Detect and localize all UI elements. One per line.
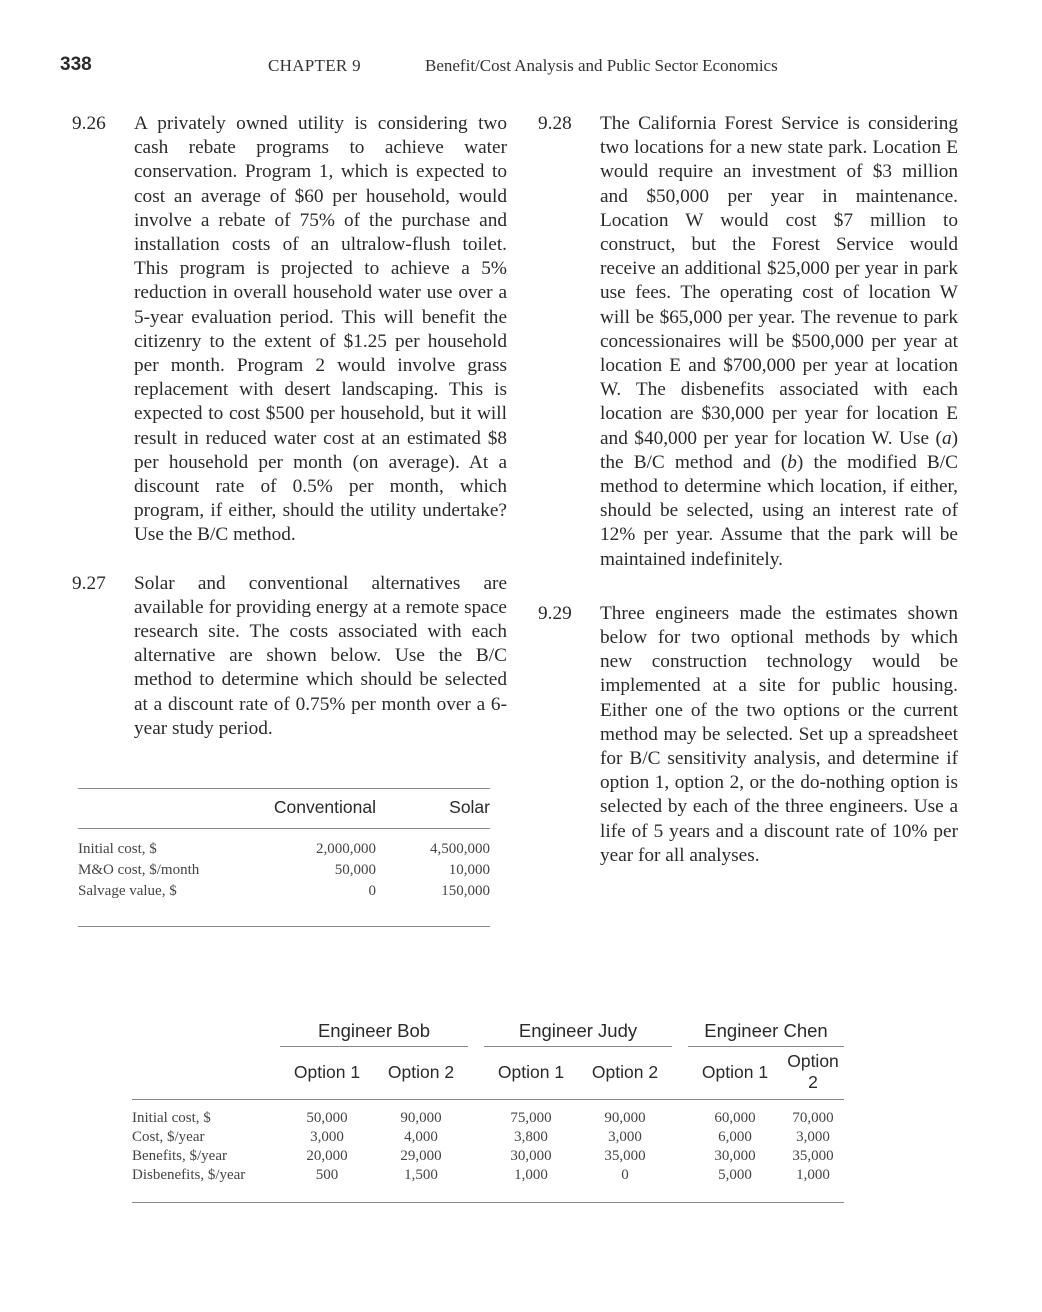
engineer-header-row <box>132 1016 844 1047</box>
text-segment: ) the modified B/C method to determine which location, if either, should be selected, using an interest rate of 12% per year. Assume that the park will be maintained indefinitely. <box>600 451 958 570</box>
table-cell: 3,000 <box>310 1129 344 1145</box>
table-cell: 10,000 <box>448 862 490 878</box>
problem-text: Three engineers made the estimates shown below for two optional methods by which new construction technology would be implemented at a site for public housing. Either one of the two options or the current method may be selected. Set up a spreadsheet for B/C sensitivity analysis, and determine if option 1, option 2, or the do-nothing option is selected by each of the three engineers. Use a life of 5 years and a discount rate of 10% per year for all analyses. <box>600 602 958 866</box>
table-cell: 60,000 <box>714 1110 756 1126</box>
option-header: Option 2 <box>387 1061 455 1082</box>
table-cell: 90,000 <box>400 1110 442 1126</box>
table-cell: 500 <box>280 1166 374 1203</box>
option-header: Option 2 <box>591 1061 659 1082</box>
problem-text: A privately owned utility is considering two cash rebate programs to achieve water conservation. Program 1, which is expected to cost an average of $60 per household, would involve a rebate of 75% of the purchase and installation costs of an ultralow-flush toilet. This program is projected to achieve a 5% reduction in overall household water use over a 5-year evaluation period. This will benefit the citizenry to the extent of $1.25 per household per month. Program 2 would involve grass replacement with desert landscaping. This is expected to cost $500 per household, but it will result in reduced water cost at an estimated $8 per household per month (on average). At a discount rate of 0.5% per month, which program, if either, should the utility undertake? Use the B/C method. <box>134 113 507 546</box>
table-cell: 1,500 <box>374 1166 468 1203</box>
problem-9-29 <box>538 602 958 868</box>
table-cell: 20,000 <box>306 1148 348 1164</box>
problem-9-26 <box>72 112 507 548</box>
chapter-label: CHAPTER 9 <box>268 56 361 75</box>
right-column <box>538 112 958 868</box>
table-cell: 6,000 <box>718 1129 752 1145</box>
table-cell: 5,000 <box>688 1166 782 1203</box>
table-header-cell <box>78 789 256 829</box>
problem-number: 9.28 <box>538 113 572 134</box>
option-header: Option 1 <box>701 1061 769 1082</box>
table-cell: 0 <box>256 881 376 927</box>
row-label: Initial cost, $ <box>78 841 157 857</box>
table-row <box>132 1166 844 1203</box>
option-header: Option 1 <box>497 1061 565 1082</box>
row-label: M&O cost, $/month <box>78 862 200 878</box>
table-header-cell: Conventional <box>273 797 376 817</box>
part-label-a: a <box>941 427 952 449</box>
row-label: Disbenefits, $/year <box>132 1166 280 1203</box>
problem-9-27 <box>72 572 507 741</box>
problem-text <box>600 112 958 572</box>
table-cell: 3,000 <box>796 1129 830 1145</box>
table-cell: 35,000 <box>604 1148 646 1164</box>
engineer-header: Engineer Bob <box>280 1016 468 1047</box>
left-column <box>72 112 507 741</box>
table-cell: 2,000,000 <box>316 841 376 857</box>
row-label: Benefits, $/year <box>132 1148 227 1164</box>
problem-number: 9.26 <box>72 113 106 134</box>
table-row <box>78 881 490 927</box>
problem-text: Solar and conventional alternatives are available for providing energy at a remote space research site. The costs associated with each alternative are shown below. Use the B/C method to determine which should be selected at a discount rate of 0.75% per month over a 6-year study period. <box>134 572 507 739</box>
table-cell: 75,000 <box>510 1110 552 1126</box>
table-cell: 3,800 <box>514 1129 548 1145</box>
table-cell: 50,000 <box>334 862 376 878</box>
problem-9-28 <box>538 112 958 572</box>
option-header: Option 1 <box>293 1061 361 1082</box>
page-number: 338 <box>60 54 92 75</box>
table-row <box>132 1147 844 1166</box>
row-label: Initial cost, $ <box>132 1110 211 1126</box>
table-cell: 3,000 <box>608 1129 642 1145</box>
table-row <box>132 1100 844 1129</box>
table-cell: 35,000 <box>792 1148 834 1164</box>
table-cell: 4,000 <box>404 1129 438 1145</box>
table-cell: 30,000 <box>510 1148 552 1164</box>
table-header-cell: Solar <box>449 797 490 817</box>
table-cell: 50,000 <box>306 1110 348 1126</box>
option-header-row <box>132 1047 844 1100</box>
table-cell: 30,000 <box>714 1148 756 1164</box>
part-label-b: b <box>787 451 797 473</box>
table-cell: 70,000 <box>792 1110 834 1126</box>
row-label: Cost, $/year <box>132 1129 205 1145</box>
table-cell: 4,500,000 <box>430 841 490 857</box>
table-row <box>78 829 490 861</box>
table-cell: 0 <box>578 1166 672 1203</box>
text-segment: ) the B/C method and ( <box>600 427 958 473</box>
page-header <box>0 54 1042 82</box>
text-segment: The California Forest Service is considering two locations for a new state park. Location E would require an investment of $3 million and $50,000 per year in maintenance. Location W would cost $7 million to construct, but the Forest Service would receive an additional $25,000 per year in park use fees. The operating cost of location W will be $65,000 per year. The revenue to park concessionaires will be $500,000 per year at location E and $700,000 per year at location W. The disbenefits associated with each location are $30,000 per year for location E and $40,000 per year for location W. Use ( <box>600 113 958 449</box>
table-cell: 29,000 <box>400 1148 442 1164</box>
table-header-row <box>78 789 490 829</box>
problem-number: 9.27 <box>72 572 106 594</box>
table-row <box>78 860 490 881</box>
problem-number: 9.29 <box>538 602 572 624</box>
running-title: Benefit/Cost Analysis and Public Sector Economics <box>425 56 778 75</box>
table-cell: 90,000 <box>604 1110 646 1126</box>
table-9-27 <box>78 788 490 927</box>
table-row <box>132 1128 844 1147</box>
table-cell: 1,000 <box>484 1166 578 1203</box>
table-cell: 1,000 <box>782 1166 844 1203</box>
table-9-29 <box>132 1016 844 1203</box>
engineer-header: Engineer Chen <box>688 1016 844 1047</box>
row-label: Salvage value, $ <box>78 881 256 927</box>
engineer-header: Engineer Judy <box>484 1016 672 1047</box>
option-header: Option 2 <box>787 1051 839 1092</box>
table-cell: 150,000 <box>376 881 490 927</box>
